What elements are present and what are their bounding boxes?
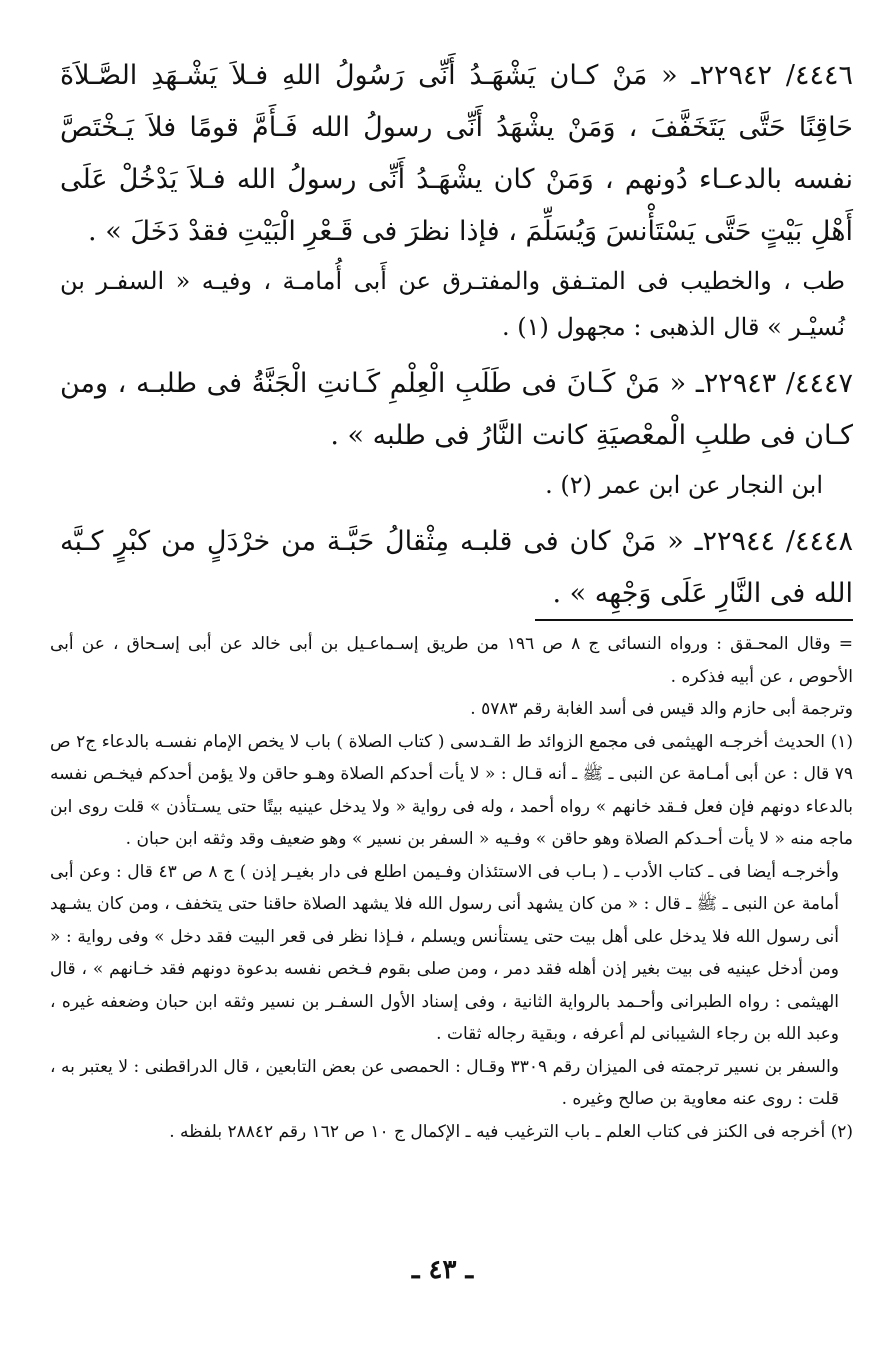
footnote-2: (٢) أخرجه فى الكنز فى كتاب العلم ـ باب الترغيب فيه ـ الإكمال ج ١٠ ص ١٦٢ رقم ٢٨٨٤٢ بلفظه . [169, 1121, 853, 1142]
hadith-4446: ٤٤٤٦/ ٢٢٩٤٢ـ « مَنْ كـان يَشْهَـدُ أَنِّى رَسُولُ اللهِ فـلاَ يَشْـهَدِ الصَّـلاَةَ حَاقِنًا حَتَّى يَتَخَفَّفَ ، وَمَنْ يشْهَدُ أَنِّى رسولُ الله فَـأَمَّ قومًا فلاَ يَـخْتَصَّ نفسه بالدعـاء دُونهم ، وَمَنْ كان يشْهَـدُ أَنِّى رسولُ الله فـلاَ يَدْخُلْ عَلَى أَهْلِ بَيْتٍ حَتَّى يَسْتَأْنسَ وَيُسَلِّمَ ، فإذا نظرَ فى قَـعْرِ الْبَيْتِ فقدْ دَخَلَ » . [60, 60, 853, 247]
footnote-divider [535, 619, 853, 621]
footnote-1-continuation: وأخرجـه أيضا فى ـ كتاب الأدب ـ ( بـاب فى الاستئذان وفـيمن اطلع فى دار بغيـر إذن ) ج ٨ ص ٤٣ قال : وعن أبى أمامة عن النبى ـ ﷺ ـ قال : « من كان يشهد أنى رسول الله فلا يشهد الصلاة حاقنا حتى يتخفف ، ومن كان يشـهد أنى رسول الله فلا يدخل على أهل بيت حتى يستأنس ويسلم ، فـإذا نظر فى قعر البيت فقد دخل » وفى رواية : « ومن أدخل عينيه فى بيت بغير إذن أهله فقد دمر ، ومن صلى بقوم فـخص نفسه بدعوة دونهم فقد خـانهم » ، قال الهيثمى : رواه الطبرانى وأحـمد بالرواية الثانية ، وفى إسناد الأول السفـر بن نسير وثقه ابن حبان وضعفه غيره ، وعبد الله بن رجاء الشيبانى لم أعرفه ، وبقية رجاله ثقات . [50, 861, 839, 1044]
main-text [60, 50, 853, 620]
source-4446: طب ، والخطيب فى المتـفق والمفتـرق عن أَبى أُمامـة ، وفيـه « السفـر بن نُسيْـر » قال الذهبى : مجهول (١) . [60, 267, 845, 341]
source-4447: ابن النجار عن ابن عمر (٢) . [545, 471, 823, 499]
hadith-4447: ٤٤٤٧/ ٢٢٩٤٣ـ « مَنْ كَـانَ فى طَلَبِ الْعِلْمِ كَـانتِ الْجَنَّةُ فى طلبـه ، ومن كـان فى طلبِ الْمعْصيَةِ كانت النَّارُ فى طلبه » . [60, 368, 853, 451]
footnote-continuation: = وقال المحـقق : ورواه النسائى ج ٨ ص ١٩٦ من طريق إسـماعـيل بن أبى خالد عن أبى إسـحاق ، عن أبى الأحوص ، عن أبيه فذكره . [50, 634, 853, 687]
page-number: ـ ٤٣ ـ [411, 1255, 474, 1285]
footnote-continuation: وترجمة أبى حازم والد قيس فى أسد الغابة رقم ٥٧٨٣ . [470, 699, 853, 719]
hadith-4448: ٤٤٤٨/ ٢٢٩٤٤ـ « مَنْ كان فى قلبـه مِثْقالُ حَبَّـة من خرْدَلٍ من كبْرٍ كـبَّه الله فى النَّارِ عَلَى وَجْهِه » . [60, 526, 854, 609]
footnotes [50, 628, 853, 1148]
footnote-1-continuation: والسفر بن نسير ترجمته فى الميزان رقم ٣٣٠٩ وقـال : الحمصى عن بعض التابعين ، قال الدراقطنى : لا يعتبر به ، قلت : روى عنه معاوية بن صالح وغيره . [50, 1056, 840, 1109]
footnote-1: (١) الحديث أخرجـه الهيثمى فى مجمع الزوائد ط القـدسى ( كتاب الصلاة ) باب لا يخص الإمام نفسـه بالدعاء ج٢ ص ٧٩ قال : عن أبى أمـامة عن النبى ـ ﷺ ـ أنه قـال : « لا يأت أحدكم الصلاة وهـو حاقن ولا يؤمن أحدكم فيخـص نفسه بالدعاء دونهم فإن فعل فـقد خانهم » رواه أحمد ، وله فى رواية « ولا يدخل عينيه بيتًا حتى يسـتأذن » قلت روى ابن ماجه منه « لا يأت أحـدكم الصلاة وهو حاقن » وفـيه « السفر بن نسير » وهو ضعيف وقد وثقه ابن حبان . [50, 731, 853, 849]
